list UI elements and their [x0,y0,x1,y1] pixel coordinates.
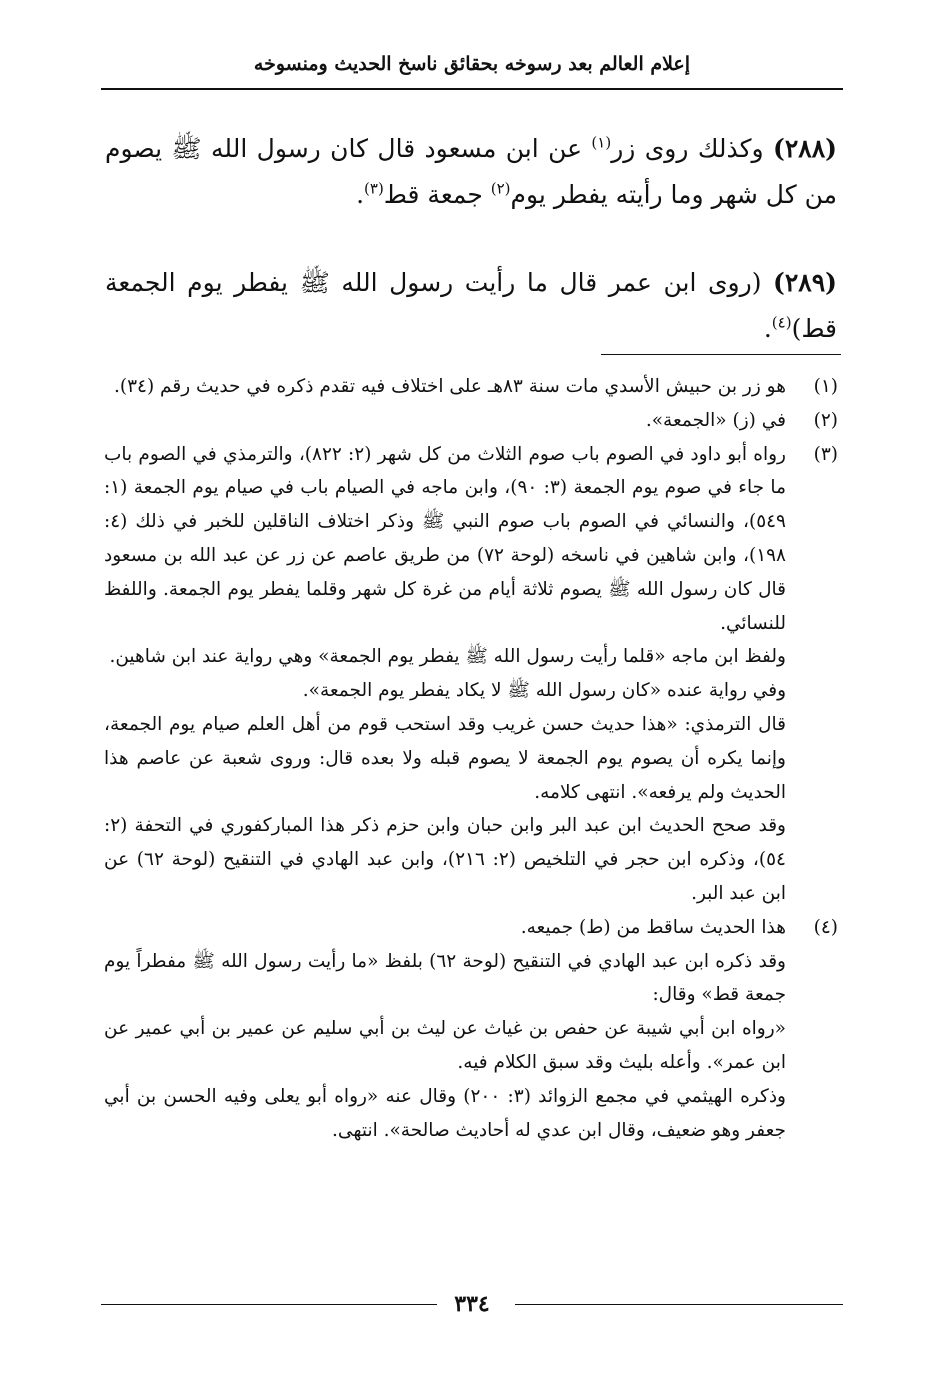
footnote-text: وفي رواية عنده «كان رسول الله ﷺ لا يكاد يفطر يوم الجمعة». [302,680,786,702]
footnote-number: (٤) [813,916,838,938]
footnote-text: رواه أبو داود في الصوم باب صوم الثلاث من كل شهر (٢: ٨٢٢)، والترمذي في الصوم باب ما جاء في صوم يوم الجمعة (٣: ٩٠)، وابن ماجه في الصيام باب في صيام يوم الجمعة (١: ٥٤٩)، والنسائي في الصوم باب صوم النبي ﷺ وذكر اختلاف الناقلين للخبر في ذلك (٤: ١٩٨)، وابن شاهين في ناسخه (لوحة ٧٢) من طريق عاصم عن زر عن عبد الله بن مسعود قال كان رسول الله ﷺ يصوم ثلاثة أيام من غرة كل شهر وقلما يفطر يوم الجمعة. واللفظ للنسائي. [104,443,786,634]
footnote-4 [104,911,842,1148]
hadith-text: جمعة قط [383,180,491,209]
hadith-number: (٢٨٨) [773,134,838,163]
footnote-number: (٢) [813,409,838,431]
footnote-text: وذكره الهيثمي في مجمع الزوائد (٣: ٢٠٠) وقال عنه «رواه أبو يعلى وفيه الحسن بن أبي جعفر وهو ضعيف، وقال ابن عدي له أحاديث صالحة». انتهى. [104,1085,786,1141]
footnotes [104,370,842,1147]
footnote-2 [104,404,842,438]
footnote-separator [601,354,841,355]
footnote-text: هذا الحديث ساقط من (ط) جميعه. [520,916,786,938]
footnote-text: وقد صحح الحديث ابن عبد البر وابن حبان وابن حزم ذكر هذا المباركفوري في التحفة (٢: ٥٤)، وذكره ابن حجر في التلخيص (٢: ٢١٦)، وابن عبد الهادي في التنقيح (لوحة ٦٢) عن ابن عبد البر. [104,815,786,904]
page-footer [101,1288,843,1320]
footnote-number: (٣) [813,443,838,465]
footnote-text: وقد ذكره ابن عبد الهادي في التنقيح (لوحة ٦٢) بلفظ «ما رأيت رسول الله ﷺ مفطراً يوم جمعة قط» وقال: [104,950,786,1006]
footnote-text: قال الترمذي: «هذا حديث حسن غريب وقد استحب قوم من أهل العلم صيام يوم الجمعة، وإنما يكره أن يصوم يوم الجمعة لا يصوم قبله ولا بعده قال: وروى شعبة عن عاصم هذا الحديث ولم يرفعه». انتهى كلامه. [104,713,786,803]
hadith-text: عن ابن مسعود قال كان رسول الله ﷺ يصوم من كل شهر وما رأيته يفطر يوم [105,134,837,209]
footnote-ref[interactable]: (٢) [490,179,511,198]
footnote-ref[interactable]: (٣) [364,179,384,198]
footnote-text: في (ز) «الجمعة». [645,409,786,431]
footnote-text: هو زر بن حبيش الأسدي مات سنة ٨٣هـ على اختلاف فيه تقدم ذكره في حديث رقم (٣٤). [113,376,786,397]
running-head: إعلام العالم بعد رسوخه بحقائق ناسخ الحديث ومنسوخه [253,53,691,75]
hadith-text: . [356,180,365,209]
header-rule [101,88,843,90]
hadith-number: (٢٨٩) [773,268,837,297]
footnote-number: (١) [813,376,838,397]
footnote-1 [104,370,842,404]
footnote-text: ولفظ ابن ماجه «قلما رأيت رسول الله ﷺ يفطر يوم الجمعة» وهي رواية عند ابن شاهين. [109,646,786,668]
hadith-text: وكذلك روى زر [611,134,774,163]
footnote-3 [104,438,842,911]
hadith-288 [105,126,837,218]
hadith-text: . [763,314,772,343]
page-number: ٣٣٤ [454,1291,490,1317]
hadith-289 [105,260,837,352]
footnote-ref[interactable]: (٤) [771,313,792,332]
hadith-text: (روى ابن عمر قال ما رأيت رسول الله ﷺ يفطر يوم الجمعة قط) [105,268,837,343]
footnote-ref[interactable]: (١) [591,133,612,152]
footnote-text: «رواه ابن أبي شيبة عن حفص بن غياث عن ليث بن أبي سليم عن عمير بن أبي عمير عن ابن عمر». وأعله بليث وقد سبق الكلام فيه. [104,1018,786,1073]
